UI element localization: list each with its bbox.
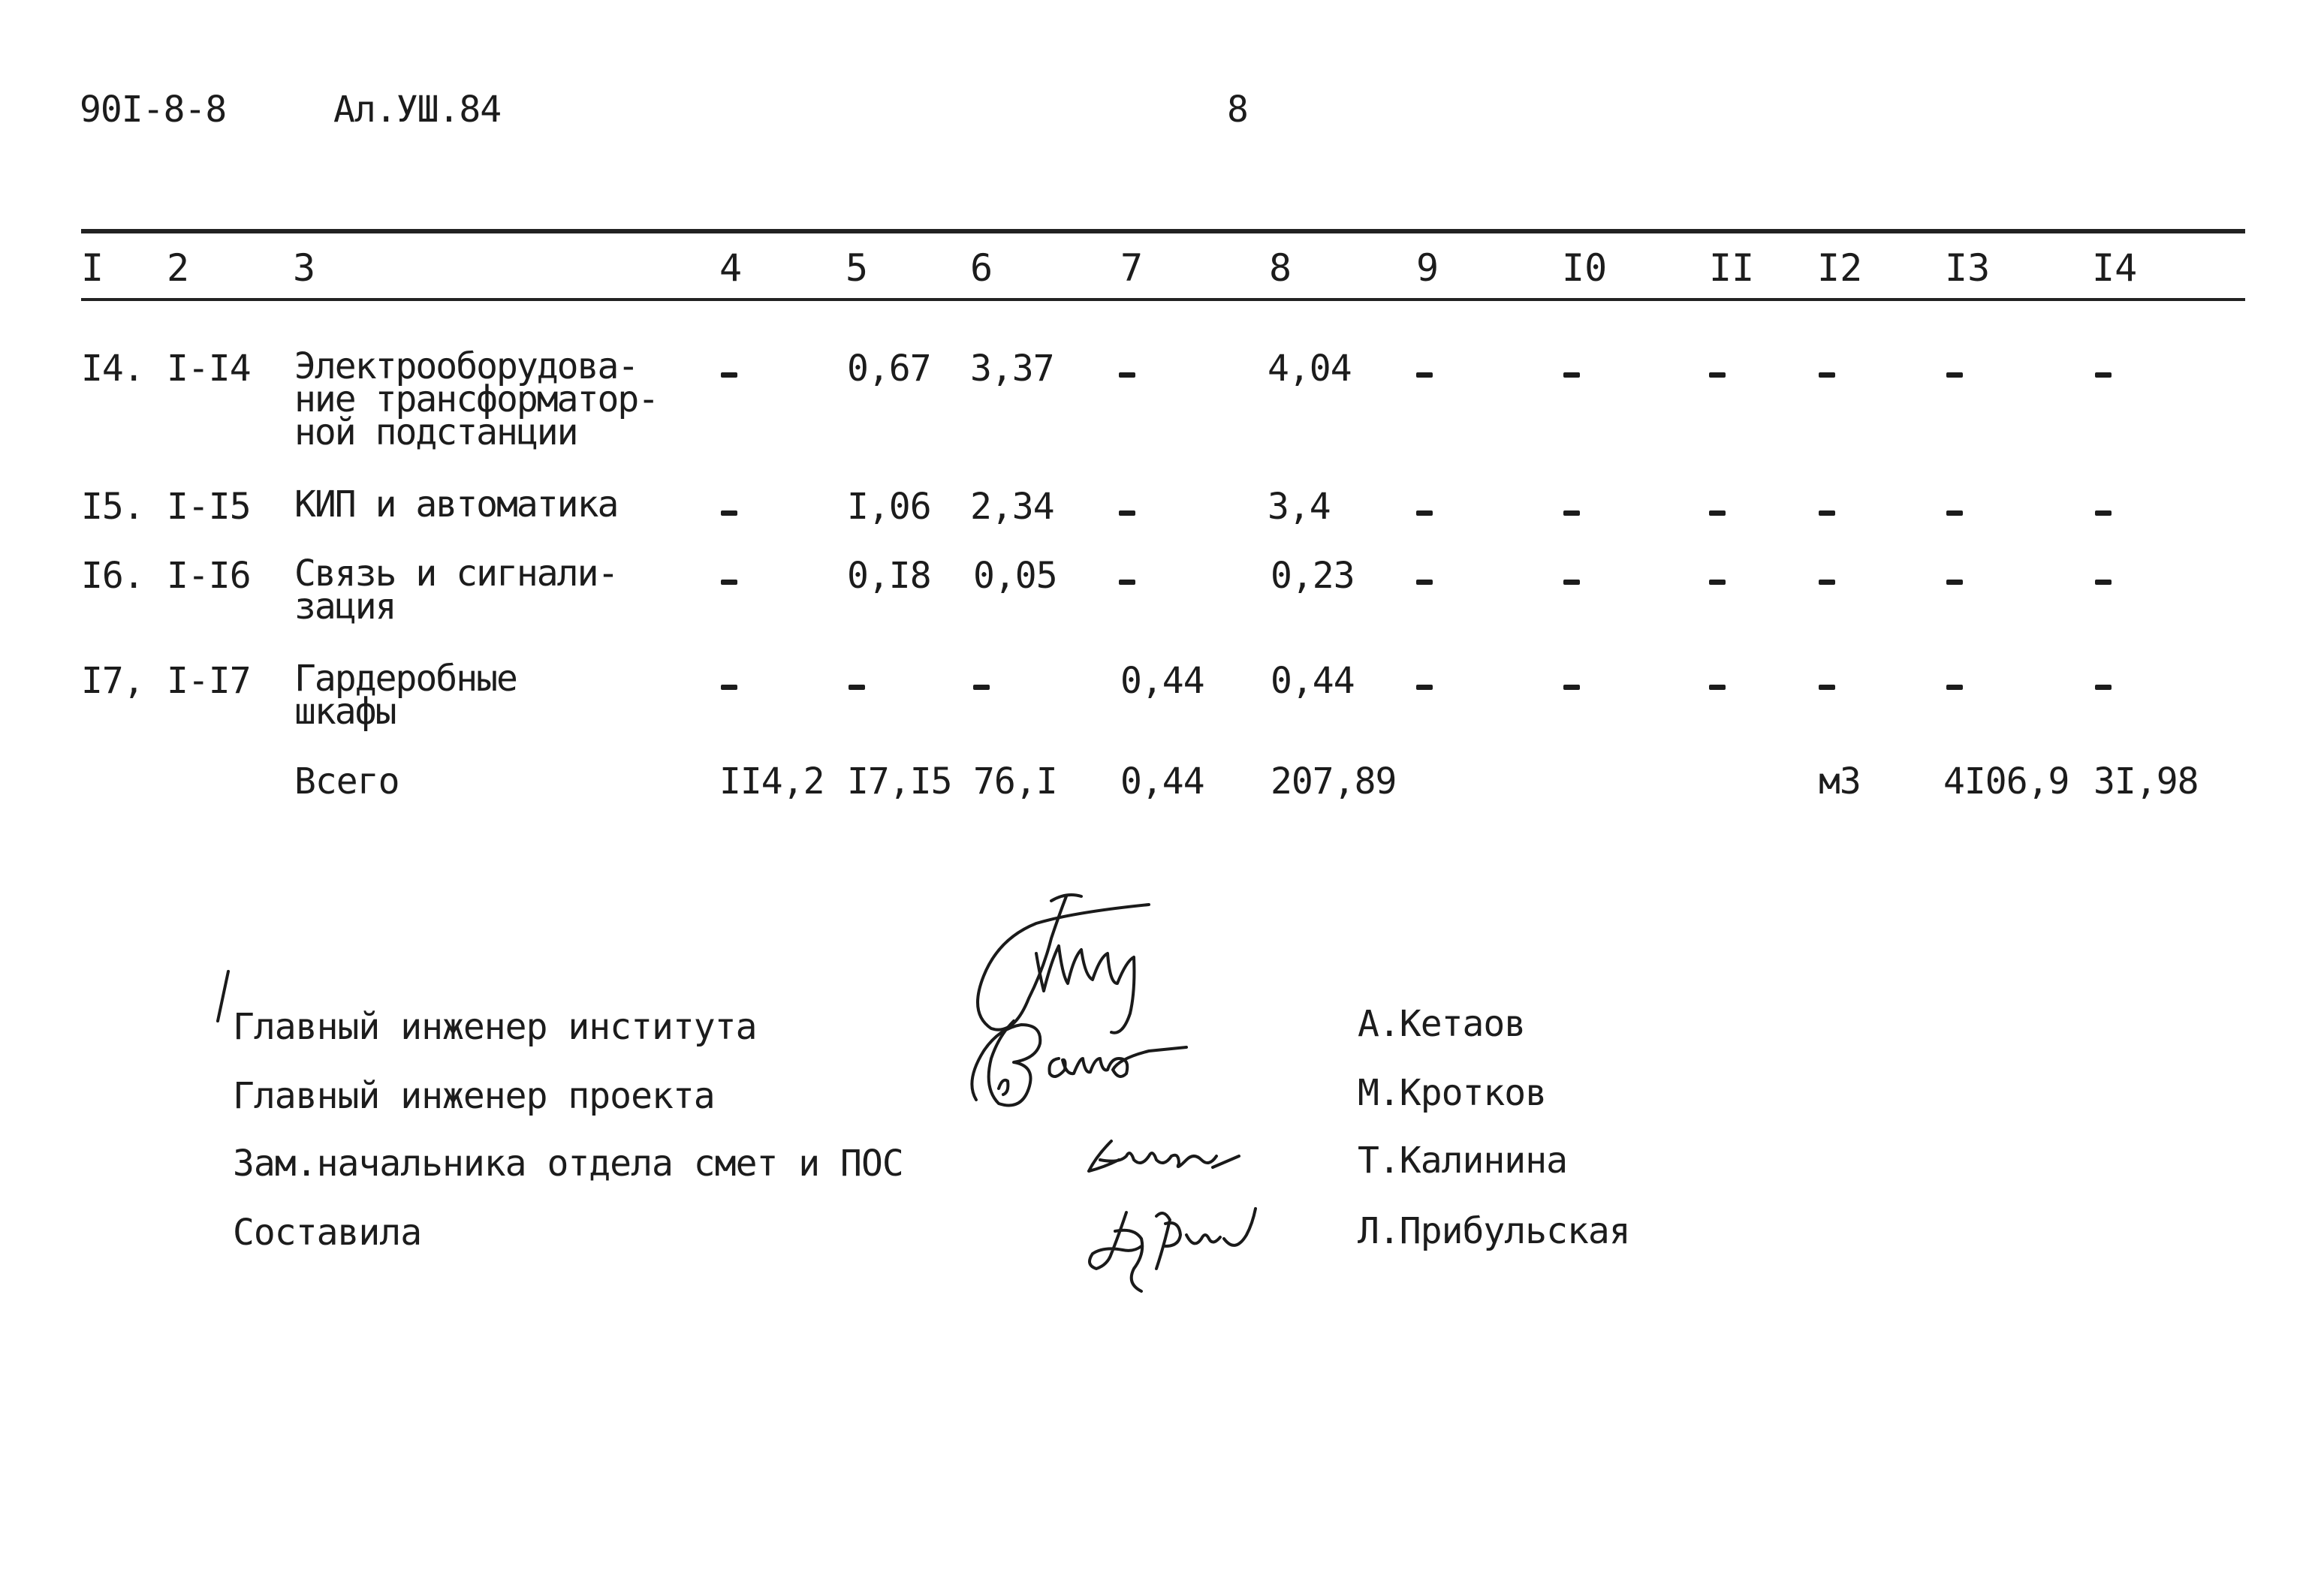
- cell-value: 4,04: [1268, 348, 1352, 390]
- dash-mark: [1709, 372, 1726, 378]
- cell-value: 0,I8: [847, 555, 931, 597]
- dash-mark: [1709, 685, 1726, 690]
- column-header: I: [81, 246, 104, 290]
- dash-mark: [1819, 580, 1835, 585]
- doc-code: 90I-8-8: [80, 89, 227, 131]
- dash-mark: [1819, 372, 1835, 378]
- dash-mark: [1946, 685, 1963, 690]
- dash-mark: [2095, 685, 2112, 690]
- dash-mark: [1416, 685, 1433, 690]
- row-number: I7,: [81, 660, 144, 702]
- dash-mark: [1119, 372, 1135, 378]
- column-header: I3: [1945, 246, 1991, 290]
- dash-mark: [1416, 580, 1433, 585]
- cell-value: 2,34: [970, 486, 1054, 528]
- column-header: 6: [970, 246, 993, 290]
- dash-mark: [1946, 372, 1963, 378]
- album-code: Ал.УШ.84: [333, 89, 502, 131]
- column-header: 2: [167, 246, 190, 290]
- dash-mark: [721, 372, 737, 378]
- column-header: I2: [1817, 246, 1863, 290]
- total-value: 4I06,9: [1943, 760, 2069, 803]
- dash-mark: [1563, 580, 1580, 585]
- dash-mark: [849, 685, 865, 690]
- total-value: 3I,98: [2093, 760, 2199, 803]
- cell-value: 0,44: [1271, 660, 1355, 702]
- cell-value: 3,4: [1268, 486, 1331, 528]
- total-label: Всего: [294, 760, 399, 803]
- margin-tick-mark: [212, 968, 234, 1028]
- total-value: I7,I5: [847, 760, 952, 803]
- row-code: I-I6: [167, 555, 251, 597]
- dash-mark: [2095, 372, 2112, 378]
- dash-mark: [721, 580, 737, 585]
- row-description: Электрооборудова- ние трансформатор- ной подстанции: [294, 345, 659, 453]
- dash-mark: [1563, 685, 1580, 690]
- column-header: 4: [719, 246, 743, 290]
- total-value: 0,44: [1120, 760, 1204, 803]
- row-code: I-I5: [167, 486, 251, 528]
- cell-value: I,06: [847, 486, 931, 528]
- row-description: КИП и автоматика: [294, 483, 618, 525]
- row-number: I5.: [81, 486, 144, 528]
- total-value: 76,I: [973, 760, 1057, 803]
- signature-role: Зам.начальника отдела смет и ПОС: [233, 1143, 903, 1185]
- column-header: II: [1709, 246, 1755, 290]
- page-number: 8: [1227, 89, 1248, 131]
- dash-mark: [1819, 685, 1835, 690]
- dash-mark: [1416, 510, 1433, 516]
- table-header-rule: [81, 298, 2245, 301]
- signature-name: Т.Калинина: [1358, 1140, 1567, 1182]
- cell-value: 0,23: [1271, 555, 1355, 597]
- signature-name: Л.Прибульская: [1358, 1210, 1630, 1252]
- dash-mark: [2095, 510, 2112, 516]
- cell-value: 0,67: [847, 348, 931, 390]
- row-code: I-I4: [167, 348, 251, 390]
- total-value: 207,89: [1271, 760, 1397, 803]
- dash-mark: [721, 685, 737, 690]
- column-header: 8: [1269, 246, 1292, 290]
- cell-value: 0,44: [1120, 660, 1204, 702]
- signature-name: А.Кетаов: [1358, 1003, 1526, 1045]
- dash-mark: [1946, 580, 1963, 585]
- column-header: 5: [846, 246, 869, 290]
- column-header: I4: [2092, 246, 2138, 290]
- dash-mark: [721, 510, 737, 516]
- handwritten-signature: [1081, 1126, 1262, 1194]
- table-top-rule: [81, 229, 2245, 233]
- handwritten-signature: [954, 1006, 1224, 1126]
- cell-value: 3,37: [970, 348, 1054, 390]
- column-header: I0: [1562, 246, 1608, 290]
- row-description: Связь и сигнали- зация: [294, 553, 618, 628]
- row-number: I4.: [81, 348, 144, 390]
- dash-mark: [1819, 510, 1835, 516]
- dash-mark: [1709, 510, 1726, 516]
- dash-mark: [2095, 580, 2112, 585]
- dash-mark: [1563, 372, 1580, 378]
- dash-mark: [1119, 510, 1135, 516]
- row-code: I-I7: [167, 660, 251, 702]
- signature-role: Главный инженер института: [233, 1006, 757, 1048]
- total-unit: м3: [1819, 760, 1861, 803]
- column-header: 7: [1120, 246, 1144, 290]
- column-header: 9: [1416, 246, 1439, 290]
- dash-mark: [973, 685, 990, 690]
- dash-mark: [1946, 510, 1963, 516]
- row-number: I6.: [81, 555, 144, 597]
- dash-mark: [1119, 580, 1135, 585]
- signature-role: Составила: [233, 1212, 422, 1254]
- signature-role: Главный инженер проекта: [233, 1075, 715, 1117]
- total-value: II4,2: [719, 760, 824, 803]
- dash-mark: [1709, 580, 1726, 585]
- column-header: 3: [293, 246, 316, 290]
- row-description: Гардеробные шкафы: [294, 658, 517, 733]
- signature-name: М.Кротков: [1358, 1072, 1547, 1114]
- dash-mark: [1563, 510, 1580, 516]
- handwritten-signature: [1081, 1194, 1277, 1299]
- cell-value: 0,05: [973, 555, 1057, 597]
- dash-mark: [1416, 372, 1433, 378]
